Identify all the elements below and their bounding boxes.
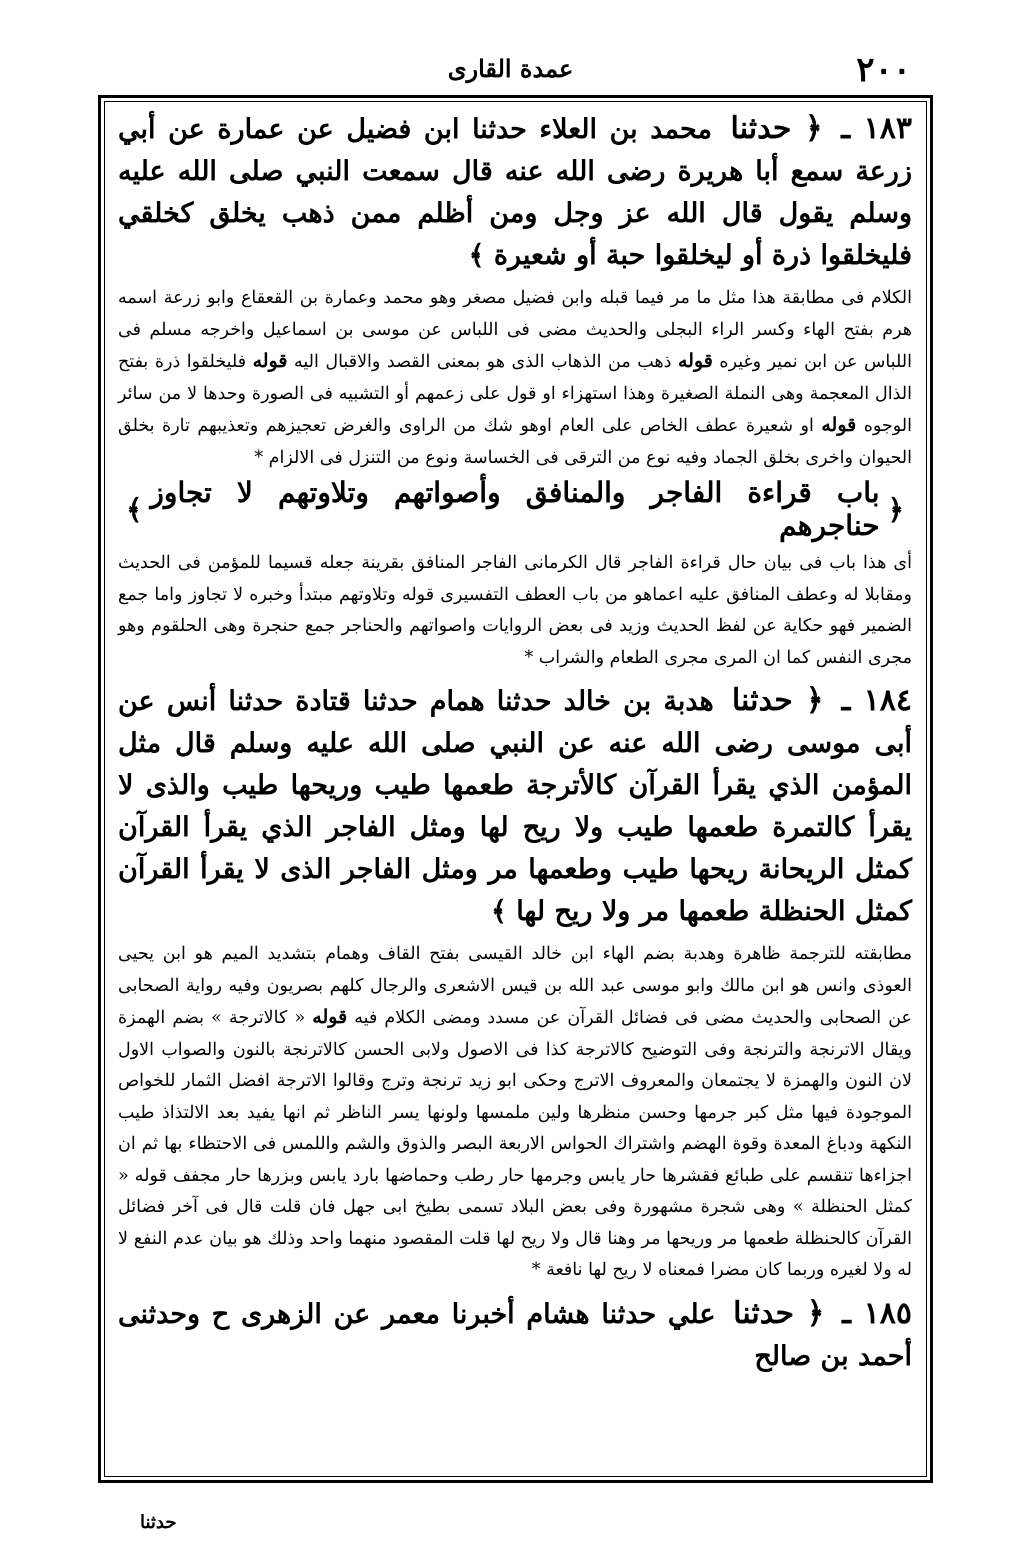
commentary-184 <box>118 939 912 1287</box>
commentary-183 <box>118 283 912 474</box>
hadith-text: محمد بن العلاء حدثنا ابن فضيل عن عمارة عن أبي زرعة سمع أبا هريرة رضی الله عنه قال سمعت النبي صلی الله عليه وسلم يقول قال الله عز وجل ومن أظلم ممن ذهب يخلق كخلقي فليخلقوا ذرة أو ليخلقوا حبة أو شعيرة ﴾ <box>118 114 912 271</box>
chapter-heading <box>118 476 912 542</box>
haddathana-label: ﴿ حدثنا <box>733 1295 825 1331</box>
commentary-text: مطابقته للترجمة ظاهرة وهدبة بضم الهاء ابن خالد القيسی بفتح القاف وهمام بتشديد الميم هو ابن يحيی العوذی وانس هو ابن مالك وابو موسی عبد الله بن قيس الاشعری والرجال كلهم بصريون وفيه رواية الصحابی عن الصحابی والحديث مضی فی فضائل القرآن عن مسدد ومضی الكلام فيه <box>118 944 912 1028</box>
hadith-184 <box>118 680 912 933</box>
running-title: عمدة القاری <box>447 54 574 83</box>
commentary-text: فليخلقوا ذرة بفتح الذال المعجمة وهی النملة الصغيرة وهذا استهزاء او قول علی زعمهم أو التشبيه فی الصورة وحدها لا من سائر الوجوه <box>118 352 912 436</box>
commentary-text: او شعيرة عطف الخاص علی العام اوهو شك من الراوی والغرض تعجيزهم وتعذيبهم تارة بخلق الحيوان واخری بخلق الجماد وفيه نوع من الترقی فی الخساسة ونوع من التنزل فی الالزام * <box>118 416 912 468</box>
catchword: حدثنا <box>140 1512 177 1533</box>
main-text <box>118 108 912 1378</box>
ornament-right: ﴿ <box>887 492 904 526</box>
hadith-183 <box>118 108 912 277</box>
commentary-text: الکلام فی مطابقة هذا مثل ما مر فيما قبله وابن فضيل مصغر وهو محمد وعمارة بن القعقاع وابو زرعة اسمه هرم بفتح الهاء وكسر الراء البجلی والحدیث مضی فی اللباس عن موسی بن اسماعیل واخرجه مسلم فی اللباس عن ابن نمير وغيره <box>118 288 912 372</box>
commentary-text: « كالاترجة » بضم الهمزة ويقال الاترنجة والترنجة وفی التوضيح كالاترجة كذا فی الاصول ولابی الحسن كالاترنجة بالنون والصواب الاول لان النون والهمزة لا يجتمعان والمعروف الاترج وحكی ابو زيد ترنجة وترج وقالوا الاترجة افضل الثمار للخواص الموجودة فيها مثل كبر جرمها وحسن منظرها ولين ملمسها ولونها يسر الناظر ثم انها يفيد بعد الالتذاذ طيب النكهة ودباغ المعدة وقوة الهضم واشتراك الحواس الاربعة البصر والذوق والشم واللمس فی الاحتظاء بها ثم ان اجزاءها تنقسم علی طبائع فقشرها حار يابس وجرمها حار رطب وحماضها بارد يابس وبزرها حار مجفف قوله « كمثل الحنظلة » وهی شجرة مشهورة وفی بعض البلاد تسمی بطيخ ابی جهل فان قلت قال فی آخر فضائل القرآن كالحنظلة طعمها مر وريحها مر وهنا قال ولا ريح لها قلت المقصود منهما واحد وذلك هو بيان عدم النفع لا له ولا لغيره وربما كان مضرا فمعناه لا ريح لها نافعة * <box>118 1008 912 1280</box>
ornament-left: ﴾ <box>126 492 143 526</box>
hadith-text: علي حدثنا هشام أخبرنا معمر عن الزهری ح وحدثنی أحمد بن صالح <box>118 1298 912 1372</box>
page-header <box>100 50 921 90</box>
commentary-text: ذهب من الذهاب الذی هو بمعنی القصد والاقبال اليه <box>294 352 672 372</box>
chapter-commentary: أی هذا باب فی بيان حال قراءة الفاجر قال الكرمانی الفاجر المنافق بقرينة جعله قسيما للمؤمن فی الحديث ومقابلا له وعطف المنافق عليه اعماهو من باب العطف التفسيری قوله وتلاوتهم مبتدأ وخبره لا تجاوز واما جمع الضمير فهو حكاية عن لفظ الحديث وزيد فی بعض الروايات واصواتهم والحناجر جمع حنجرة وهی الحلقوم وهو مجری النفس كما ان المری مجری الطعام والشراب * <box>118 553 912 668</box>
hadith-185 <box>118 1293 912 1378</box>
page-number: ٢٠٠ <box>856 50 911 90</box>
haddathana-label: ﴿ حدثنا <box>731 683 824 718</box>
hadith-number: ١٨٣ ـ <box>841 111 912 146</box>
qawluhu-keyword: قوله <box>678 350 713 372</box>
qawluhu-keyword: قوله <box>821 414 857 436</box>
haddathana-label: ﴿ حدثنا <box>730 111 823 146</box>
chapter-title: باب قراءة الفاجر والمنافق وأصواتهم وتلاوتهم لا تجاوز حناجرهم <box>150 476 880 542</box>
qawluhu-keyword: قوله <box>312 1006 348 1028</box>
qawluhu-keyword: قوله <box>252 350 288 372</box>
hadith-text: هدبة بن خالد حدثنا همام حدثنا قتادة حدثنا أنس عن أبی موسی رضی الله عنه عن النبي صلی الله عليه وسلم قال مثل المؤمن الذي يقرأ القرآن كالأترجة طعمها طيب وريحها طيب والذی لا يقرأ كالتمرة طعمها طيب ولا ريح لها ومثل الفاجر الذي يقرأ القرآن كمثل الريحانة ريحها طيب وطعمها مر ومثل الفاجر الذی لا يقرأ القرآن كمثل الحنظلة طعمها مر ولا ريح لها ﴾ <box>118 686 912 927</box>
hadith-number: ١٨٤ ـ <box>841 683 913 718</box>
hadith-number: ١٨٥ ـ <box>842 1295 912 1331</box>
